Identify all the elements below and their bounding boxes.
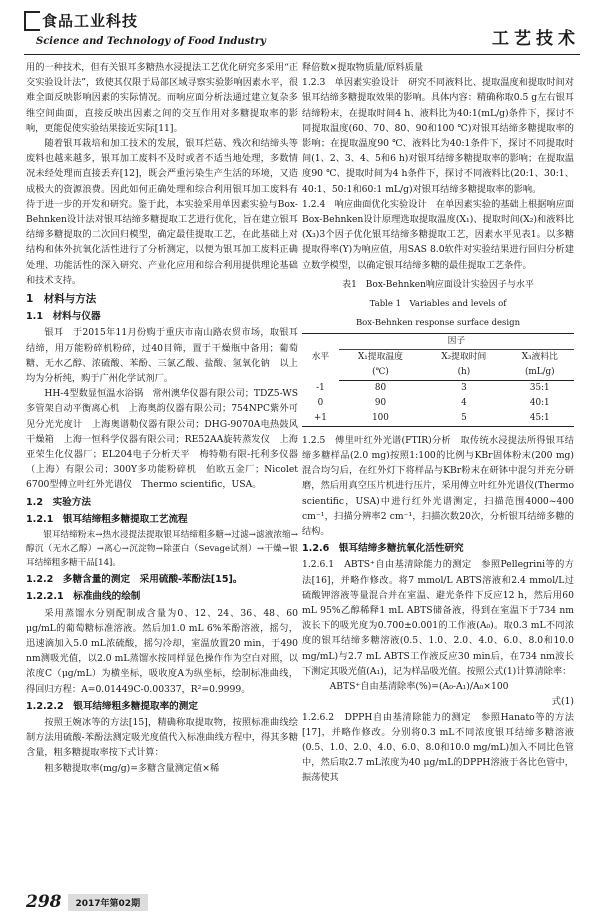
table-title-en: Table 1 Variables and levels of [369, 298, 507, 309]
page-header [24, 10, 580, 55]
section-heading: 1 材料与方法 [26, 293, 97, 306]
paragraph: 1.2.4 响应曲面优化实验设计 在单因素实验的基础上根据响应面Box-Behnken设计原理选取提取温度(X₁)、提取时间(X₂)和液料比(X₃)3个因子优化银耳结缔多糖提取工艺，因素水平见表1。以多糖提取得率(Y)为响应值，用SAS 8.0软件对实验结果进行回归分析建立数学模型，以确定银耳结缔多糖的最佳提取工艺条件。 [302, 198, 574, 271]
paragraph: 按照王婉冰等的方法[15]，精确称取提取物，按照标准曲线绘制方法用硫酸-苯酚法测定吸光度值代入标准曲线方程中，得其多糖含量，粗多糖提取率按下式计算： [26, 716, 298, 759]
subsubsection-heading: 1.2.6 银耳结缔多糖抗氧化活性研究 [302, 543, 464, 555]
table-cell: 100 [339, 411, 422, 427]
paragraph: 1.2.6.2 DPPH自由基清除能力的测定 参照Hanato等的方法[17]，并略作修改。分别将0.3 mL不同浓度银耳结缔多糖溶液(0.5、1.0、2.0、4.0、6.0、8.0和10.0 mg/mL)加入不同比色管中，然后取2.7 mL浓度为40 μg/mL的DPPH溶液于各比色管中，振荡使其 [302, 711, 574, 784]
column-header: X₂提取时间 [441, 351, 487, 362]
page-number: 298 [26, 892, 62, 912]
factor-header: 因子 [339, 333, 574, 349]
paragraph: 释倍数×提取物质量/原料质量 [302, 62, 424, 73]
table-cell: 35:1 [529, 382, 550, 393]
table-cell: 5 [422, 411, 505, 427]
table-cell: 40:1 [529, 397, 550, 408]
table-cell: 80 [374, 382, 387, 393]
subsubsection-heading: 1.2.2 多糖含量的测定 采用硫酸-苯酚法[15]。 [26, 574, 243, 586]
table-cell: 0 [317, 397, 324, 408]
paragraph: 1.2.3 单因素实验设计 研究不同液料比、提取温度和提取时间对银耳结缔多糖提取效果的影响。具体内容：精确称取0.5 g左右银耳结缔粉末，在提取时间4 h、液料比为40:1(mL/g)条件下，探讨不同提取温度(60、70、80、90和100 ℃)对银耳结缔多糖提取率的影响；在提取温度90 ℃、液料比为40:1条件下，探讨不同提取时间(1、2、3、4、5和6 h)对银耳结缔多糖提取率的影响；在提取温度90 ℃、提取时间为4 h条件下，探讨不同液料比(20:1、30:1、40:1、50:1和60:1 mL/g)对银耳结缔多糖提取率的影响。 [302, 77, 574, 195]
paragraph: 银耳 于2015年11月份购于重庆市南山路农贸市场，取银耳结缔，用万能粉碎机粉碎，过40目筛，置于干燥瓶中备用；葡萄糖、无水乙醇、浓硫酸、苯酚、三氯乙酸、盐酸、氢氧化钠 以上均为分析纯，购于广州化学试剂厂。 [26, 327, 298, 385]
formula-text: ABTS⁺自由基清除率(%)=(A₀-A₁)/A₀×100 [329, 681, 509, 693]
paragraph: 用的一种技术，但有关银耳多糖热水浸提法工艺优化研究多采用“正交实验设计法”，致使其仅限于局部区域寻察实验影响因素水平，很难全面反映影响因素的实际情况。而响应面分析法通过建立复杂多维空间曲面，直接反映出因素之间的交互作用对多糖提取率的影响，更能促使实验结果接近实际[11]。 [26, 62, 298, 134]
column-unit: (h) [422, 365, 505, 381]
paragraph: 采用蒸馏水分别配制成含量为0、12、24、36、48、60 μg/mL的葡萄糖标准溶液。然后加1.0 mL 6%苯酚溶液，摇匀，迅速滴加入5.0 mL浓硫酸，摇匀冷却，室温放置20 min，于490 nm测吸光值，以2.0 mL蒸馏水按同样显色操作作为空白对照，以浓度C（μg/mL）为横坐标，吸收度A为纵坐标，绘制标准曲线，得回归方程：A=0.01449C-0.00337，R²=0.9999。 [26, 607, 298, 695]
paragraph: 粗多糖提取率(mg/g)=多糖含量测定值×稀 [44, 762, 220, 774]
factor-level-table [302, 333, 574, 427]
column-header: X₁提取温度 [357, 351, 403, 362]
column-unit: (℃) [339, 365, 422, 381]
column-unit: (mL/g) [506, 365, 574, 381]
table-row [302, 411, 574, 427]
table-cell: 3 [461, 382, 467, 393]
column-header: X₃液料比 [521, 351, 558, 362]
issue-label: 2017年第02期 [68, 894, 149, 911]
table-title-en: Box-Behnken response surface design [355, 317, 521, 328]
level-header: 水平 [302, 333, 339, 380]
table-cell: 45:1 [506, 411, 574, 427]
journal-logo [24, 10, 138, 31]
table-cell: 4 [461, 397, 467, 408]
process-flow: 银耳结缔粉末→热水浸提法提取银耳结缔粗多糖→过滤→滤液浓缩→醇沉（无水乙醇）→离心→沉淀物→除蛋白（Sevage试剂）→干燥→银耳结缔粗多糖干品[14]。 [26, 530, 298, 569]
left-column [26, 60, 298, 776]
formula [302, 679, 574, 694]
paragraph: 1.2.5 傅里叶红外光谱(FTIR)分析 取传统水浸提法所得银耳结缔多糖样品(2.0 mg)按照1:100的比例与KBr固体粉末(200 mg)混合均匀后，在红外灯下将样品与KBr粉末在研钵中混匀并充分研磨，然后用真空压片机进行压片，采用傅立叶红外光谱仪(Thermo scientific，USA)中进行红外光谱测定，扫描范围4000~400 cm⁻¹，扫描分辨率2 cm⁻¹，扫描次数20次，分析银耳结缔多糖的结构。 [302, 434, 574, 538]
table-row [302, 396, 574, 411]
formula-number: 式(1) [551, 696, 574, 708]
logo-bracket-icon [24, 11, 40, 31]
paragraph: 随着银耳栽培和加工技术的发展，银耳烂菇、残次和结缔头等废料也越来越多，银耳加工废料不及时或者不适当地处理，多数情况未经处理而直接丢弃[12]，既会严重污染生产生活的环境，又造成极大的资源浪费。因此如何正确处理和综合利用银耳加工废料有待于进一步的开发和研究。鉴于此，本实验采用单因素实验与Box-Behnken设计法对银耳结缔多糖提取工艺进行优化，旨在建立银耳结缔多糖提取的二次回归模型，确定最佳提取工艺，在此基础上对结构和体外抗氧化活性进行了分析测定，以便为银耳加工废料正确处理、功能活性的深入研究、产业化应用和综合利用提供理论基础和技术支持。 [26, 138, 298, 286]
page-footer [26, 892, 148, 912]
table-row [302, 380, 574, 396]
subsection-heading: 1.2 实验方法 [26, 496, 91, 508]
paragraph: HH-4型数显恒温水浴锅 常州澳华仪器有限公司；TDZ5-WS多管架自动平衡离心机 上海奥韵仪器有限公司；754NPC紫外可见分光光度计 上海奥谱勒仪器有限公司；DHG-9070A电热鼓风干燥箱 上海一恒科学仪器有限公司；RE52AA旋转蒸发仪 上海亚荣生化仪器厂；EL204电子分析天平 梅特勒有限-托利多仪器（上海）有限公司；300Y多功能粉碎机 伯欧五金厂；Nicolet 6700型傅立叶红外光谱仪 Thermo scientific，USA。 [26, 388, 298, 491]
section-tag: 工艺技术 [492, 29, 580, 49]
table-cell: +1 [302, 411, 339, 427]
journal-title-cn: 食品工业科技 [42, 12, 139, 30]
table-title-cn: 表1 Box-Behnken响应面设计实验因子与水平 [342, 279, 534, 290]
subsubsection-heading: 1.2.2.2 银耳结缔粗多糖提取率的测定 [26, 700, 198, 712]
table-cell: 90 [374, 397, 387, 408]
subsubsection-heading: 1.2.1 银耳结缔粗多糖提取工艺流程 [26, 513, 188, 525]
subsubsection-heading: 1.2.2.1 标准曲线的绘制 [26, 591, 141, 603]
subsection-heading: 1.1 材料与仪器 [26, 311, 101, 323]
paragraph: 1.2.6.1 ABTS⁺自由基清除能力的测定 参照Pellegrini等的方法[16]，并略作修改。将7 mmol/L ABTS溶液和2.4 mmol/L过硫酸钾溶液等量混合并在室温、避光条件下反应12 h，然后用60 mL 95%乙醇稀释1 mL ABTS储备液，得到在室温下于734 nm波长下的吸光度为0.700±0.001的工作液(A₀)。取0.3 mL不同浓度的银耳结缔多糖溶液(0.5、1.0、2.0、4.0、6.0、8.0和10.0 mg/mL)与2.7 mL ABTS工作液反应30 min后，在734 nm波长下测定其吸光值(A₁)，记为样品吸光值。按照公式(1)计算清除率： [302, 559, 574, 677]
table-cell: -1 [316, 382, 325, 393]
journal-title-en: Science and Technology of Food Industry [36, 36, 266, 47]
right-column [302, 60, 574, 786]
